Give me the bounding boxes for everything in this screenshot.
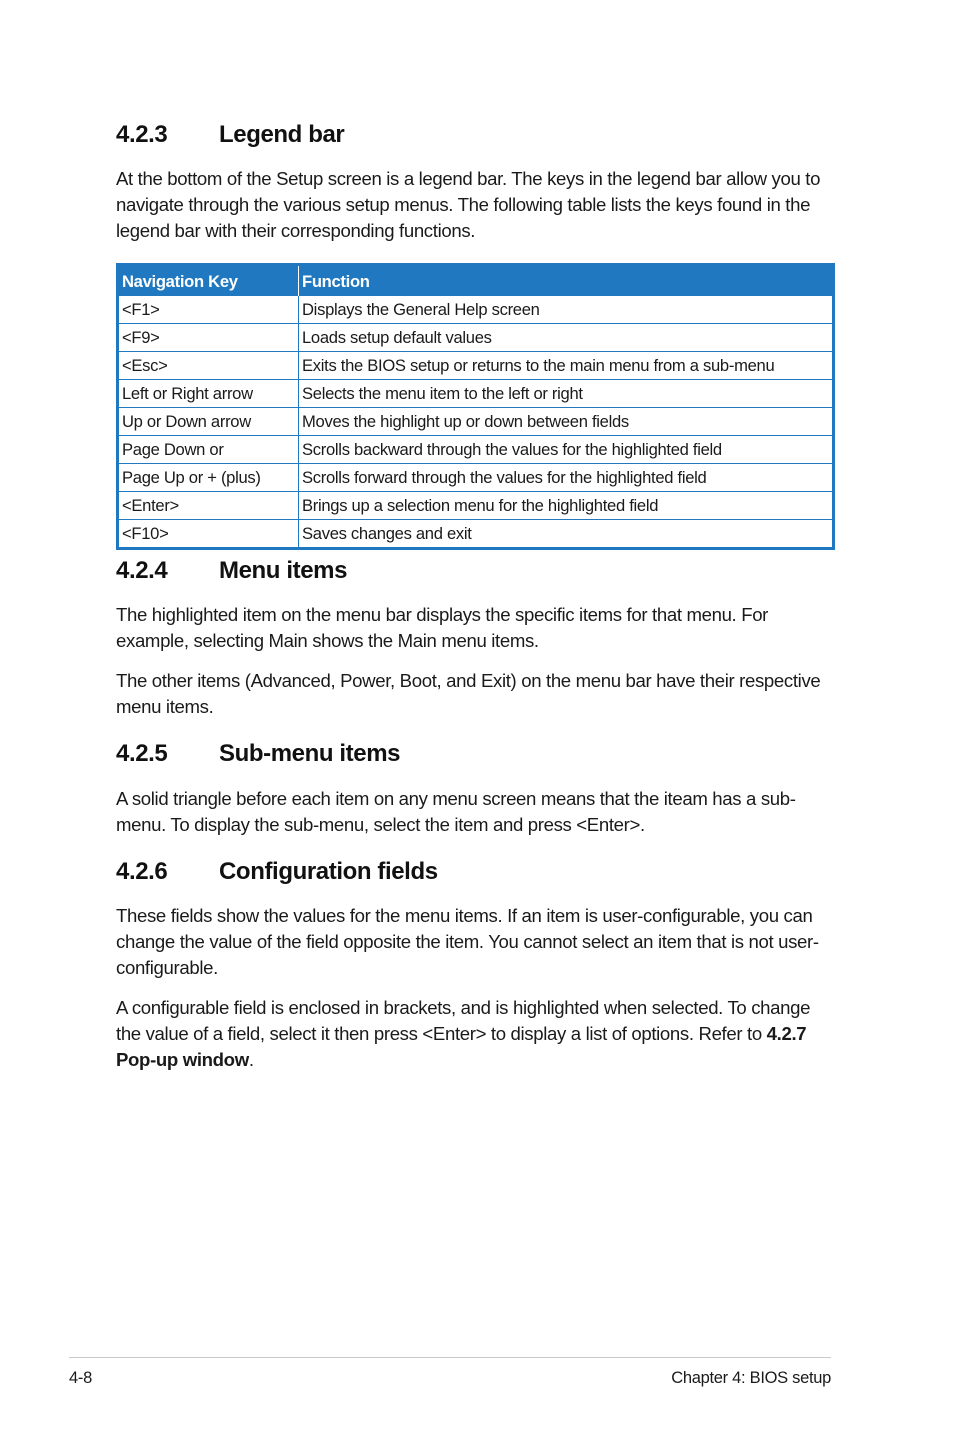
table-row [118,464,834,492]
key-cell: Left or Right arrow [118,380,299,408]
section-heading-legend-bar [116,121,344,149]
table-header-row [118,265,834,296]
chapter-label: Chapter 4: BIOS setup [671,1369,831,1387]
table-row [118,352,834,380]
table-row [118,296,834,324]
section-title: Menu items [219,557,348,584]
page-number: 4-8 [69,1369,92,1387]
configuration-paragraph-2-end: . [248,1049,254,1070]
table-row [118,520,834,549]
function-cell: Loads setup default values [299,324,834,352]
configuration-paragraph-2-text: A configurable field is enclosed in brackets, and is highlighted when selected. To change the value of a field, select it then press <Enter> to display a list of options. Refer to [116,997,811,1044]
table-row [118,436,834,464]
table-row [118,380,834,408]
configuration-paragraph-1: These fields show the values for the menu items. If an item is user-configurable, you can change the value of the field opposite the item. You cannot select an item that is not user-configurable. [116,905,819,978]
section-number: 4.2.4 [116,557,168,584]
function-cell: Brings up a selection menu for the highlighted field [299,492,834,520]
key-cell: Page Down or [118,436,299,464]
function-cell: Saves changes and exit [299,520,834,549]
key-cell: <F1> [118,296,299,324]
function-cell: Exits the BIOS setup or returns to the main menu from a sub-menu [299,352,834,380]
table-row [118,492,834,520]
section-title: Configuration fields [219,858,438,885]
section-title: Sub-menu items [219,740,401,767]
key-cell: Up or Down arrow [118,408,299,436]
menu-items-paragraph-2: The other items (Advanced, Power, Boot, and Exit) on the menu bar have their respective menu items. [116,670,821,717]
function-cell: Selects the menu item to the left or right [299,380,834,408]
footer-divider [69,1357,831,1358]
function-cell: Scrolls backward through the values for the highlighted field [299,436,834,464]
function-cell: Moves the highlight up or down between fields [299,408,834,436]
key-cell: Page Up or + (plus) [118,464,299,492]
function-cell: Scrolls forward through the values for the highlighted field [299,464,834,492]
function-cell: Displays the General Help screen [299,296,834,324]
configuration-paragraph-2 [116,995,836,1073]
section-heading-configuration-fields [116,858,438,886]
key-cell: <Enter> [118,492,299,520]
section-heading-menu-items [116,557,347,585]
navigation-keys-table [116,263,835,550]
table-row [118,408,834,436]
menu-items-paragraph-1: The highlighted item on the menu bar displays the specific items for that menu. For example, selecting Main shows the Main menu items. [116,604,769,651]
key-cell: <F10> [118,520,299,549]
section-number: 4.2.3 [116,121,168,148]
key-cell: <Esc> [118,352,299,380]
section-title: Legend bar [219,121,345,148]
cross-reference-link-text: 4.2.7 Pop-up window [116,1023,807,1070]
legend-bar-paragraph: At the bottom of the Setup screen is a legend bar. The keys in the legend bar allow you to navigate through the various setup menus. The following table lists the keys found in the legend bar with their corresponding functions. [116,168,821,241]
column-header-function: Function [299,265,834,296]
section-heading-sub-menu-items [116,740,400,768]
table-row [118,324,834,352]
section-number: 4.2.5 [116,740,168,767]
column-header-navigation-key: Navigation Key [118,265,299,296]
sub-menu-paragraph: A solid triangle before each item on any menu screen means that the iteam has a sub-menu. To display the sub-menu, select the item and press <Enter>. [116,788,796,835]
section-number: 4.2.6 [116,858,168,885]
key-cell: <F9> [118,324,299,352]
